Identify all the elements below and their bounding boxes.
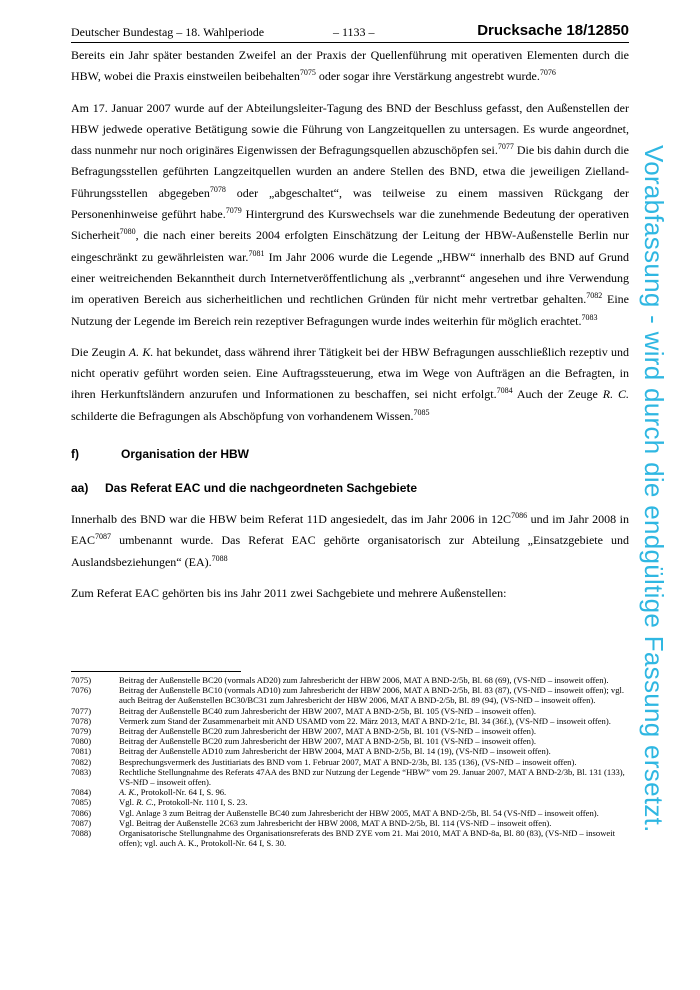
footnote-body: , Protokoll-Nr. 64 I, S. 96. — [136, 787, 227, 798]
footnote-ref[interactable]: 7086 — [511, 511, 528, 521]
document-body — [71, 45, 629, 604]
paragraph — [71, 98, 629, 332]
text: hat bekundet, dass während ihrer Tätigkeit bei der HBW Befragungen ausschließlich rezeptiv und nicht operativ geführt worden seien. Eine Auftragssteuerung, etwa im Wege von Aufträgen an die Befragten, in ihren Herkunftsländern anzurufen und Informationen zu beschaffen, sei nicht erfolgt. — [71, 344, 629, 402]
subsection-title: Das Referat EAC und die nachgeordneten Sachgebiete — [105, 481, 418, 496]
text: oder sogar ihre Verstärkung angestrebt wurde. — [315, 69, 540, 84]
footnote-text — [119, 828, 629, 848]
footnote-body: Beitrag der Außenstelle AD10 zum Jahresbericht der HBW 2004, MAT A BND-2/5b, Bl. 14 (19), (VS-NfD – insoweit offen). — [119, 746, 551, 757]
footnote-ref[interactable]: 7076 — [539, 68, 556, 78]
header-divider — [71, 42, 629, 43]
footnote-body: Vermerk zum Stand der Zusammenarbeit mit AND USAMD vom 22. März 2013, MAT A BND-2/1c, Bl. 34 (36f.), (VS-NfD – insoweit offen). — [119, 715, 611, 726]
footnote-text — [119, 808, 629, 818]
footnote-number: 7084) — [71, 787, 92, 798]
draft-watermark: Vorabfassung - wird durch die endgültige Fassung ersetzt. — [639, 145, 669, 833]
paragraph: Zum Referat EAC gehörten bis ins Jahr 2011 zwei Sachgebiete und mehrere Außenstellen: — [71, 585, 507, 600]
footnote-text — [119, 797, 629, 807]
paragraph — [71, 509, 629, 573]
header-page-number: – 1133 – — [333, 25, 375, 39]
footnote-ref[interactable]: 7075 — [299, 68, 316, 78]
footnote-number: 7077) — [71, 705, 92, 716]
footnote-text — [119, 706, 629, 716]
footnote — [71, 767, 629, 787]
footnote-body: Vgl. Anlage 3 zum Beitrag der Außenstelle BC40 zum Jahresbericht der HBW 2005, MAT A BND-2/5b, Bl. 54 (VS-NfD – insoweit offen). — [119, 807, 599, 818]
footnote-ref[interactable]: 7088 — [211, 553, 228, 563]
footnote-ref[interactable]: 7081 — [248, 248, 265, 258]
header-document-prefix: Drucksache 18/ — [477, 22, 588, 39]
footnote-body: Beitrag der Außenstelle BC40 zum Jahresbericht der HBW 2007, MAT A BND-2/5b, Bl. 105 (VS-NfD – insoweit offen). — [119, 705, 536, 716]
footnote-ref[interactable]: 7082 — [586, 291, 603, 301]
footnote-number: 7078) — [71, 715, 92, 726]
footnote-witness: A. K. — [119, 787, 137, 798]
footnote — [71, 675, 629, 685]
footnote-text — [119, 746, 629, 756]
header-document-number — [477, 22, 629, 39]
text: umbenannt wurde. Das Referat EAC gehörte organisatorisch zur Abteilung „Einsatzgebiete und Auslandsbeziehungen“ (EA). — [71, 533, 629, 569]
text: und im Jahr 2008 in EAC — [71, 512, 629, 548]
header-publication: Deutscher Bundestag – 18. Wahlperiode — [71, 25, 265, 39]
footnote-text — [119, 787, 629, 797]
text: Die bis dahin durch die Befragungsstellen geführten Langzeitquellen wurden an andere Stellen des BND, etwa die jeweiligen Zielland-Führungsstellen abgegeben — [71, 143, 629, 200]
footnote-text — [119, 757, 629, 767]
footnote-number: 7076) — [71, 685, 92, 696]
text: Die Zeugin — [71, 344, 129, 359]
header-document-id: 12850 — [587, 22, 629, 39]
footnote — [71, 706, 629, 716]
text: Hintergrund des Kurswechsels war die zunehmende Bedeutung der operativen Sicherheit — [71, 207, 630, 243]
footnote-number: 7075) — [71, 675, 92, 685]
text: , die nach einer bereits 2004 erfolgten Einschätzung der Leitung der HBW-Außenstelle Berlin nur eingeschränkt zu gewährleisten war. — [71, 228, 629, 264]
footnote-ref[interactable]: 7087 — [95, 532, 111, 542]
footnote — [71, 818, 629, 828]
footnote-number: 7079) — [71, 726, 92, 737]
footnote-number: 7082) — [71, 756, 92, 767]
footnote — [71, 685, 629, 705]
witness-name: A. K. — [128, 344, 154, 359]
section-title: Organisation der HBW — [121, 447, 250, 462]
text: Innerhalb des BND war die HBW beim Referat 11D angesiedelt, das im Jahr 2006 in 12C — [71, 512, 512, 527]
paragraph — [71, 342, 629, 427]
footnote — [71, 808, 629, 818]
footnote-text — [119, 767, 629, 787]
text: Bereits ein Jahr später bestanden Zweifel an der Praxis der Quellenführung mit operativen Elementen durch die HBW, wobei die Praxis einstweilen beibehalten — [71, 48, 629, 84]
footnote-prefix: Vgl. — [119, 797, 137, 808]
footnote — [71, 736, 629, 746]
text: Im Jahr 2006 wurde die Legende „HBW“ innerhalb des BND auf Grund einer weitreichenden Bekanntheit durch Internetveröffentlichung als „verbrannt“ angesehen und ihre Verwendung im operativen Bereich aus sicherheitlichen und rechtlichen Gründen für nicht mehr vertretbar gehalten. — [71, 249, 629, 307]
section-heading — [71, 445, 629, 463]
subsection-label: aa) — [71, 481, 89, 496]
footnote-body: Beitrag der Außenstelle BC10 (vormals AD10) zum Jahresbericht der HBW 2006, MAT A BND-2/5b, Bl. 83 (87), (VS-NfD – insoweit offen); vgl. auch Beitrag der Außenstellen BC30/BC31 zum Jahresbericht der HBW 2006, MAT A BND-2/5b, Bl. 89 (94), (VS-NfD – insoweit offen). — [119, 685, 625, 706]
footnote — [71, 828, 629, 848]
footnote-text — [119, 726, 629, 736]
footnote — [71, 797, 629, 807]
footnote-text — [119, 685, 629, 705]
footnote-body: Beitrag der Außenstelle BC20 zum Jahresbericht der HBW 2007, MAT A BND-2/5b, Bl. 101 (VS-NfD – insoweit offen). — [119, 726, 536, 737]
footnote-body: , Protokoll-Nr. 110 I, S. 23. — [153, 797, 248, 808]
text: schilderte die Befragungen als Abschöpfung von vorhandenem Wissen. — [71, 408, 414, 423]
footnote-ref[interactable]: 7084 — [496, 386, 513, 396]
footnote-divider — [71, 671, 241, 672]
footnote-number: 7088) — [71, 828, 92, 839]
footnote-ref[interactable]: 7077 — [497, 142, 514, 152]
footnote-ref[interactable]: 7080 — [119, 227, 136, 237]
footnote-number: 7080) — [71, 736, 92, 747]
witness-name: R. C. — [602, 387, 629, 402]
footnote-number: 7085) — [71, 797, 92, 808]
footnote-body: Beitrag der Außenstelle BC20 zum Jahresbericht der HBW 2007, MAT A BND-2/5b, Bl. 101 (VS-NfD – insoweit offen). — [119, 736, 536, 747]
text: Am 17. Januar 2007 wurde auf der Abteilungsleiter-Tagung des BND der Beschluss gefasst, den Außenstellen der HBW jedwede operative Betätigung sowie die Führung von Langzeitquellen zu untersagen. Es wurde angeordnet, dass nunmehr nur noch originäres Eigenwissen der Befragungsquellen abzuschöpfen sei. — [71, 100, 629, 158]
footnote-text — [119, 675, 629, 685]
footnote-ref[interactable]: 7085 — [413, 407, 430, 417]
footnote-number: 7083) — [71, 766, 92, 777]
paragraph — [71, 45, 629, 88]
footnote-body: Rechtliche Stellungnahme des Referats 47AA des BND zur Nutzung der Legende “HBW” vom 29. Januar 2007, MAT A BND-2/3b, Bl. 131 (133), VS-NfD – insoweit offen). — [119, 766, 625, 788]
footnote-body: Besprechungsvermerk des Justitiariats des BND vom 1. Februar 2007, MAT A BND-2/3b, Bl. 135 (136), (VS-NfD – insoweit offen). — [119, 756, 577, 767]
footnote — [71, 716, 629, 726]
footnote-text — [119, 736, 629, 746]
footnote — [71, 746, 629, 756]
footnote — [71, 757, 629, 767]
text: Eine Nutzung der Legende im Bereich rein rezeptiver Befragungen wurde indes weiterhin für möglich erachtet. — [71, 292, 629, 328]
section-label: f) — [71, 447, 79, 462]
footnote — [71, 787, 629, 797]
footnote-witness: R. C. — [136, 797, 154, 808]
footnote-number: 7081) — [71, 746, 92, 757]
footnote-number: 7086) — [71, 807, 92, 818]
footnote-text — [119, 818, 629, 828]
page-header — [71, 24, 629, 44]
subsection-heading — [71, 479, 629, 497]
footnote-text — [119, 716, 629, 726]
footnote — [71, 726, 629, 736]
footnote-body: Organisatorische Stellungnahme des Organisationsreferats des BND ZYE vom 21. Mai 2010, MAT A BND-8a, Bl. 80 (83), (VS-NfD – insoweit offen); vgl. auch A. K., Protokoll-Nr. 64 I, S. 30. — [119, 828, 615, 849]
footnote-ref[interactable]: 7079 — [225, 206, 242, 216]
footnote-ref[interactable]: 7083 — [581, 312, 598, 322]
text: oder „abgeschaltet“, was teilweise zu einem massiven Rückgang der Personenhinweise geführt habe. — [71, 185, 630, 222]
footnotes — [71, 675, 629, 848]
text: Auch der Zeuge — [512, 387, 603, 402]
footnote-ref[interactable]: 7078 — [209, 184, 226, 194]
footnote-body: Vgl. Beitrag der Außenstelle 2C63 zum Jahresbericht der HBW 2008, MAT A BND-2/5b, Bl. 114 (VS-NfD – insoweit offen). — [119, 817, 552, 828]
footnote-body: Beitrag der Außenstelle BC20 (vormals AD20) zum Jahresbericht der HBW 2006, MAT A BND-2/5b, Bl. 68 (69), (VS-NfD – insoweit offen). — [119, 675, 609, 685]
footnote-number: 7087) — [71, 817, 92, 828]
